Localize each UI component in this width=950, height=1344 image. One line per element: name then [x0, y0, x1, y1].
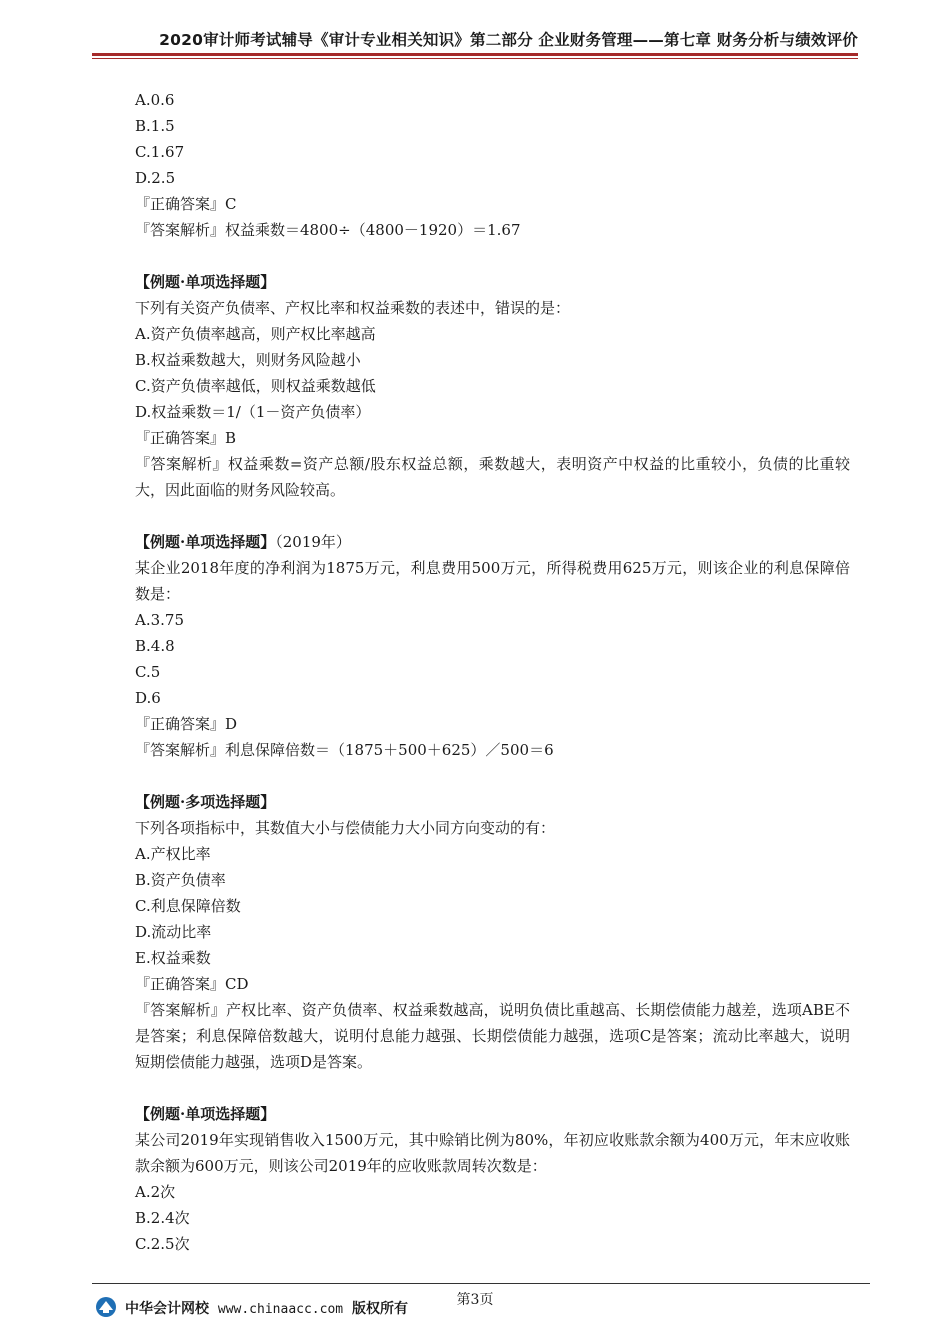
option-a: A.资产负债率越高，则产权比率越高	[135, 325, 376, 343]
answer-analysis: 『答案解析』权益乘数＝4800÷（4800－1920）＝1.67	[135, 221, 521, 239]
option-b: B.资产负债率	[135, 871, 226, 889]
correct-answer: 『正确答案』B	[135, 429, 237, 447]
option-a: A.0.6	[135, 91, 175, 109]
question-stem: 下列各项指标中，其数值大小与偿债能力大小同方向变动的有：	[135, 819, 556, 837]
footer-url[interactable]: www.chinaacc.com	[217, 1302, 344, 1317]
option-a: A.产权比率	[135, 845, 211, 863]
footer-rights: 版权所有	[351, 1301, 408, 1317]
question-heading: 【例题·多项选择题】	[135, 793, 276, 811]
question-year: （2019年）	[275, 533, 351, 551]
question-heading: 【例题·单项选择题】	[135, 533, 276, 551]
page-number: 第3页	[456, 1292, 494, 1308]
option-a: A.2次	[135, 1183, 176, 1201]
answer-analysis: 『答案解析』利息保障倍数＝（1875＋500＋625）／500＝6	[135, 741, 554, 759]
header-rule	[92, 53, 858, 56]
option-d: D.权益乘数＝1/（1－资产负债率）	[135, 403, 371, 421]
document-body	[135, 87, 850, 1257]
question-stem: 某公司2019年实现销售收入1500万元，其中赊销比例为80%，年初应收账款余额为400万元，年末应收账款余额为600万元，则该公司2019年的应收账款周转次数是：	[135, 1131, 850, 1175]
page-header	[92, 28, 858, 56]
correct-answer: 『正确答案』C	[135, 195, 237, 213]
header-title: 2020审计师考试辅导《审计专业相关知识》第二部分 企业财务管理——第七章 财务分析与绩效评价	[159, 31, 858, 49]
answer-analysis: 『答案解析』产权比率、资产负债率、权益乘数越高，说明负债比重越高、长期偿债能力越差，选项ABE不是答案；利息保障倍数越大，说明付息能力越强、长期偿债能力越强，选项C是答案；流动比率越大，说明短期偿债能力越强，选项D是答案。	[135, 1001, 850, 1071]
option-d: D.6	[135, 689, 161, 707]
option-a: A.3.75	[135, 611, 184, 629]
option-c: C.利息保障倍数	[135, 897, 241, 915]
question-stem: 下列有关资产负债率、产权比率和权益乘数的表述中，错误的是：	[135, 299, 571, 317]
question-heading: 【例题·单项选择题】	[135, 1105, 276, 1123]
answer-analysis: 『答案解析』权益乘数=资产总额/股东权益总额，乘数越大，表明资产中权益的比重较小，负债的比重较大，因此面临的财务风险较高。	[135, 455, 850, 499]
option-c: C.1.67	[135, 143, 185, 161]
footer-rule	[92, 1283, 870, 1284]
correct-answer: 『正确答案』CD	[135, 975, 249, 993]
option-c: C.资产负债率越低，则权益乘数越低	[135, 377, 376, 395]
question-stem: 某企业2018年度的净利润为1875万元，利息费用500万元，所得税费用625万元，则该企业的利息保障倍数是：	[135, 559, 850, 603]
chinaacc-logo-icon	[95, 1296, 117, 1318]
option-b: B.4.8	[135, 637, 175, 655]
correct-answer: 『正确答案』D	[135, 715, 238, 733]
question-heading: 【例题·单项选择题】	[135, 273, 276, 291]
option-c: C.2.5次	[135, 1235, 190, 1253]
option-e: E.权益乘数	[135, 949, 211, 967]
header-rule-thin	[92, 58, 858, 59]
option-b: B.权益乘数越大，则财务风险越小	[135, 351, 361, 369]
option-d: D.流动比率	[135, 923, 212, 941]
option-d: D.2.5	[135, 169, 176, 187]
footer-brand-name: 中华会计网校	[125, 1301, 209, 1317]
option-b: B.2.4次	[135, 1209, 190, 1227]
option-b: B.1.5	[135, 117, 175, 135]
option-c: C.5	[135, 663, 161, 681]
footer-brand	[125, 1298, 408, 1318]
